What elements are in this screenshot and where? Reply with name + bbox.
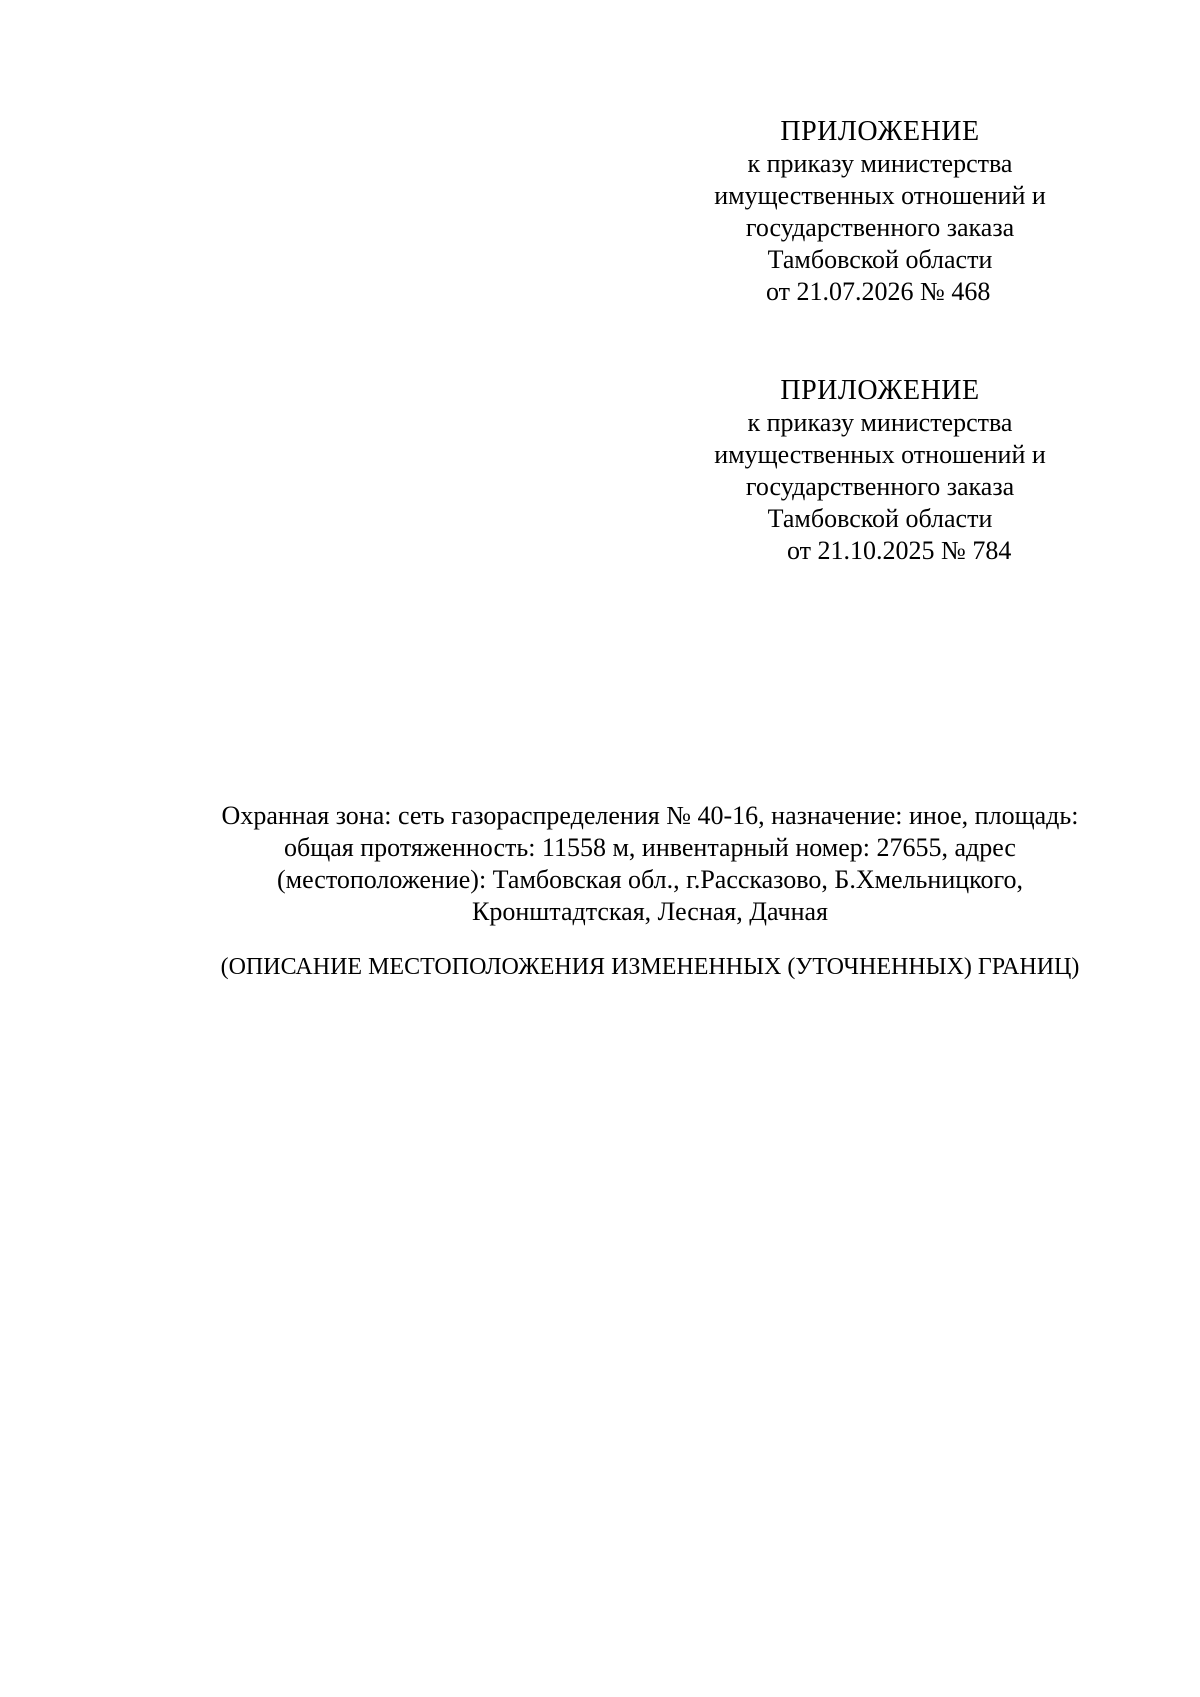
appendix-order-date: от 21.07.2026 № 468 xyxy=(766,277,991,306)
protection-zone-description xyxy=(160,800,1140,928)
appendix-ministry-line: имущественных отношений и xyxy=(714,181,1046,210)
appendix-order-line: к приказу министерства xyxy=(747,149,1013,178)
appendix-procurement-line: государственного заказа xyxy=(745,213,1015,242)
zone-description-line: Кронштадтская, Лесная, Дачная xyxy=(471,897,828,926)
zone-description-line: общая протяженность: 11558 м, инвентарный номер: 27655, адрес xyxy=(284,833,1016,862)
zone-description-line: Охранная зона: сеть газораспределения № 40-16, назначение: иное, площадь: xyxy=(221,801,1079,830)
appendix-heading: ПРИЛОЖЕНИЕ xyxy=(780,375,980,406)
appendix-order-date: от 21.10.2025 № 784 xyxy=(787,536,1012,565)
appendix-procurement-line: государственного заказа xyxy=(745,472,1015,501)
appendix-header-current xyxy=(700,116,1060,308)
appendix-region-line: Тамбовской области xyxy=(767,504,993,533)
appendix-ministry-line: имущественных отношений и xyxy=(714,440,1046,469)
appendix-region-line: Тамбовской области xyxy=(767,245,993,274)
appendix-heading: ПРИЛОЖЕНИЕ xyxy=(780,116,980,147)
boundaries-caption: (ОПИСАНИЕ МЕСТОПОЛОЖЕНИЯ ИЗМЕНЕННЫХ (УТОЧНЕННЫХ) ГРАНИЦ) xyxy=(220,954,1080,980)
zone-description-line: (местоположение): Тамбовская обл., г.Рассказово, Б.Хмельницкого, xyxy=(277,865,1023,894)
appendix-order-line: к приказу министерства xyxy=(747,408,1013,437)
appendix-header-previous xyxy=(700,375,1060,567)
